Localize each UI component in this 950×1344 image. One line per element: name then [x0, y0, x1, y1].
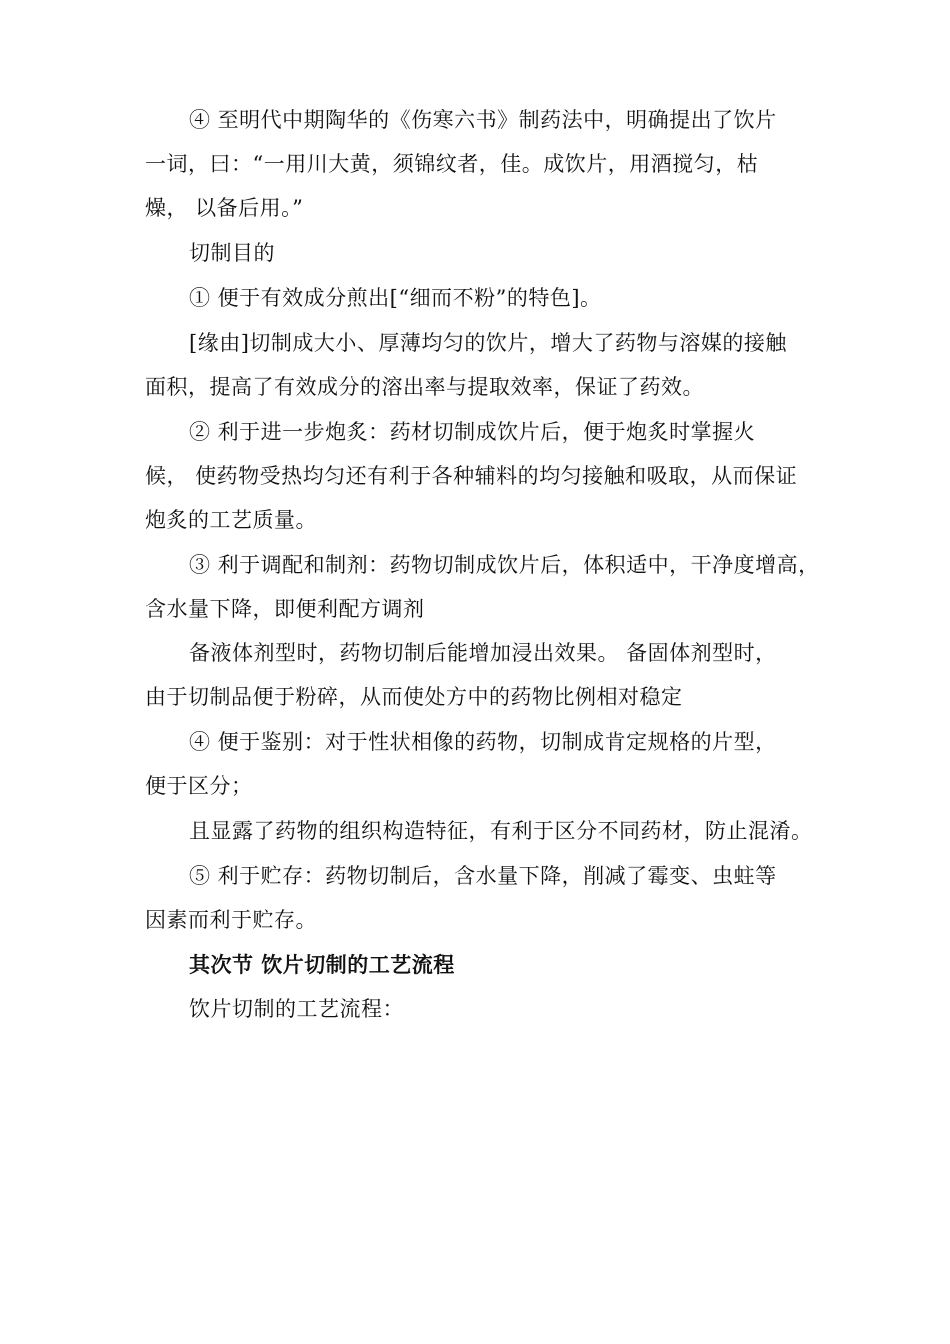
chapter-heading: 其次节 饮片切制的工艺流程 — [189, 952, 455, 977]
paragraph-line: ⑤ 利于贮存：药物切制后，含水量下降，削减了霉变、虫蛀等 — [189, 864, 777, 888]
paragraph-line: ② 利于进一步炮炙：药材切制成饮片后，便于炮炙时掌握火 — [189, 420, 756, 444]
paragraph-line: 便于区分； — [145, 774, 253, 798]
paragraph-line: ④ 便于鉴别：对于性状相像的药物，切制成肯定规格的片型， — [189, 730, 777, 754]
paragraph-line: 燥， 以备后用。” — [145, 196, 304, 220]
paragraph-line: 由于切制品便于粉碎，从而使处方中的药物比例相对稳定 — [145, 685, 683, 709]
paragraph-line: ① 便于有效成分煎出[“细而不粉”的特色]。 — [189, 286, 602, 310]
paragraph-line: 候， 使药物受热均匀还有利于各种辅料的均匀接触和吸取，从而保证 — [145, 464, 798, 488]
paragraph-line: ④ 至明代中期陶华的《伤寒六书》制药法中，明确提出了饮片 — [189, 108, 777, 132]
paragraph-line: ③ 利于调配和制剂：药物切制成饮片后，体积适中，干净度增高， — [189, 553, 820, 577]
paragraph-line: 面积，提高了有效成分的溶出率与提取效率，保证了药效。 — [145, 375, 704, 399]
paragraph-line: 一词，曰：“一用川大黄，须锦纹者，佳。成饮片，用酒搅匀，枯 — [145, 152, 759, 176]
paragraph-line: 因素而利于贮存。 — [145, 908, 317, 932]
paragraph-line: 炮炙的工艺质量。 — [145, 508, 317, 532]
paragraph-line: 且显露了药物的组织构造特征，有利于区分不同药材，防止混淆。 — [189, 819, 813, 843]
paragraph-line: 备液体剂型时，药物切制后能增加浸出效果。 备固体剂型时， — [189, 641, 777, 665]
paragraph-line: [缘由]切制成大小、厚薄均匀的饮片，增大了药物与溶媒的接触 — [189, 331, 787, 355]
paragraph-line: 含水量下降，即便利配方调剂 — [145, 597, 425, 621]
paragraph-line: 饮片切制的工艺流程： — [189, 997, 404, 1021]
section-heading: 切制目的 — [189, 241, 275, 265]
